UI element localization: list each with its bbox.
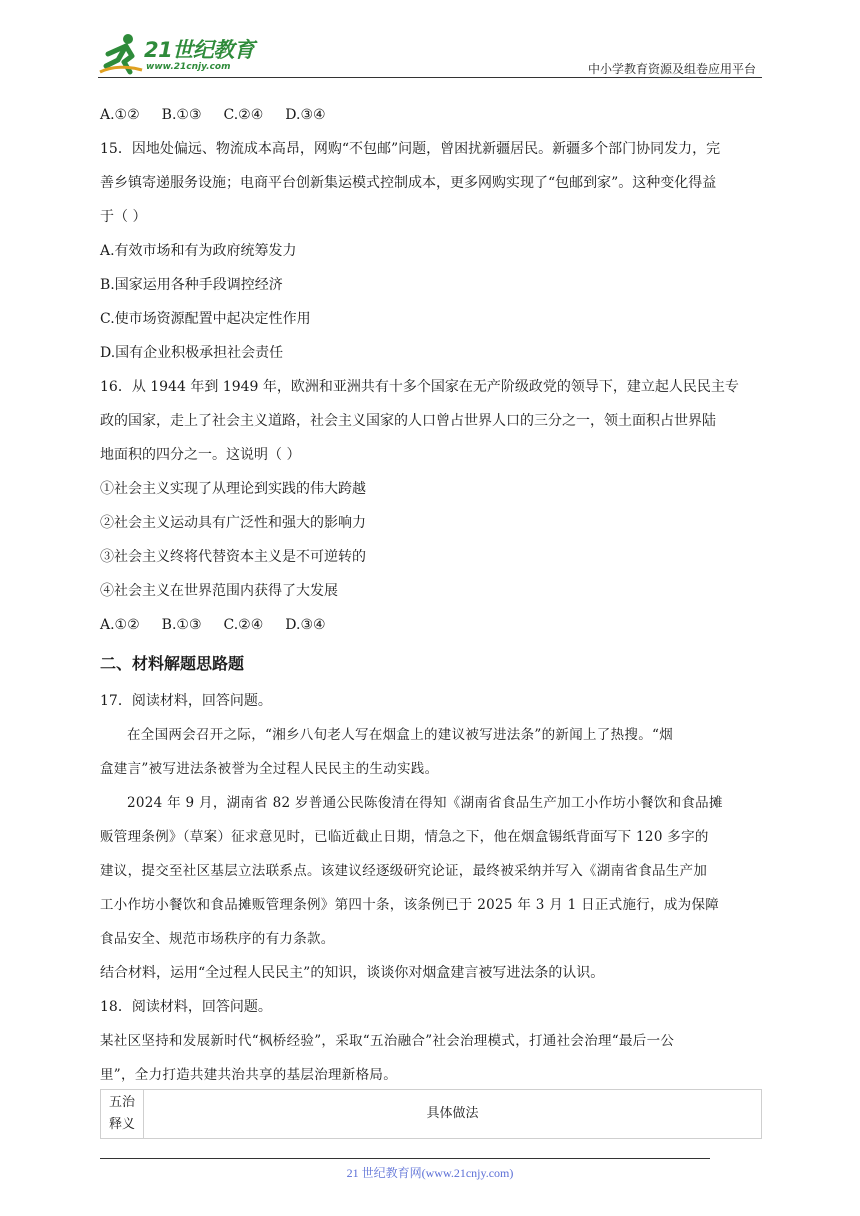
q18-stem: 18．阅读材料，回答问题。	[100, 999, 272, 1015]
header-divider	[98, 77, 762, 78]
page-footer: 21 世纪教育网(www.21cnjy.com)	[346, 1166, 514, 1180]
q17-material-line: 在全国两会召开之际，“湘乡八旬老人写在烟盒上的建议被写进法条”的新闻上了热搜。“烟	[127, 727, 674, 743]
q16-stem-line: 16．从 1944 年到 1949 年，欧洲和亚洲共有十多个国家在无产阶级政党的领导下，建立起人民民主专	[100, 379, 739, 395]
q14-option-c: C.②④	[223, 107, 264, 123]
q15-stem-line: 于（ ）	[100, 209, 147, 225]
runner-logo-icon	[98, 32, 144, 76]
footer-divider	[100, 1158, 710, 1159]
question-17	[100, 684, 764, 990]
question-16	[100, 370, 764, 642]
q17-stem: 17．阅读材料，回答问题。	[100, 693, 272, 709]
q15-option-d: D.国有企业积极承担社会责任	[100, 345, 284, 361]
q15-stem-line: 善乡镇寄递服务设施；电商平台创新集运模式控制成本，更多网购实现了“包邮到家”。这种变化得益	[100, 175, 717, 191]
section-2-title: 二、材料解题思路题	[100, 654, 245, 673]
q15-option-a: A.有效市场和有为政府统筹发力	[100, 243, 297, 259]
q17-material-line: 工小作坊小餐饮和食品摊贩管理条例》第四十条，该条例已于 2025 年 3 月 1 日正式施行，成为保障	[100, 897, 720, 913]
table-row	[101, 1090, 762, 1139]
q16-statement-2: ②社会主义运动具有广泛性和强大的影响力	[100, 515, 366, 531]
document-body	[100, 98, 764, 1092]
q17-material-line: 2024 年 9 月，湖南省 82 岁普通公民陈俊清在得知《湖南省食品生产加工小作坊小餐饮和食品摊	[127, 795, 723, 811]
question-18	[100, 990, 764, 1092]
q14-option-a: A.①②	[100, 107, 140, 123]
q16-option-b: B.①③	[161, 617, 202, 633]
q17-material-line: 贩管理条例》（草案）征求意见时，已临近截止日期，情急之下，他在烟盒锡纸背面写下 120 多字的	[100, 829, 709, 845]
page-header	[98, 30, 762, 80]
header-platform-name: 中小学教育资源及组卷应用平台	[587, 62, 756, 76]
q18-material-line: 里”，全力打造共建共治共享的基层治理新格局。	[100, 1067, 398, 1083]
q16-statement-4: ④社会主义在世界范围内获得了大发展	[100, 583, 338, 599]
q14-option-d: D.③④	[285, 107, 326, 123]
site-logo	[98, 32, 268, 76]
logo-url: www.21cnjy.com	[146, 62, 231, 72]
q18-material-line: 某社区坚持和发展新时代“枫桥经验”，采取“五治融合”社会治理模式，打通社会治理“最后一公	[100, 1033, 675, 1049]
q17-question: 结合材料，运用“全过程人民民主”的知识，谈谈你对烟盒建言被写进法条的认识。	[100, 965, 605, 981]
q16-stem-line: 政的国家，走上了社会主义道路，社会主义国家的人口曾占世界人口的三分之一，领土面积占世界陆	[100, 413, 716, 429]
q15-option-b: B.国家运用各种手段调控经济	[100, 277, 283, 293]
q15-option-c: C.使市场资源配置中起决定性作用	[100, 311, 311, 327]
q17-material-line: 建议，提交至社区基层立法联系点。该建议经逐级研究论证，最终被采纳并写入《湖南省食品生产加	[100, 863, 708, 879]
q16-option-d: D.③④	[285, 617, 326, 633]
q16-statement-3: ③社会主义终将代替资本主义是不可逆转的	[100, 549, 366, 565]
q16-statement-1: ①社会主义实现了从理论到实践的伟大跨越	[100, 481, 366, 497]
q16-options	[100, 608, 764, 642]
q18-table	[100, 1089, 762, 1139]
q15-stem-line: 15．因地处偏远、物流成本高昂，网购“不包邮”问题，曾困扰新疆居民。新疆多个部门协同发力，完	[100, 141, 721, 157]
q14-options	[100, 98, 764, 132]
q17-material-line: 食品安全、规范市场秩序的有力条款。	[100, 931, 335, 947]
q14-option-b: B.①③	[161, 107, 202, 123]
q16-option-c: C.②④	[223, 617, 264, 633]
q16-option-a: A.①②	[100, 617, 140, 633]
table-header-cell: 五治释义	[101, 1090, 144, 1139]
question-15	[100, 132, 764, 370]
table-header-cell: 具体做法	[144, 1090, 762, 1139]
q17-material-line: 盒建言”被写进法条被誉为全过程人民民主的生动实践。	[100, 761, 439, 777]
q16-stem-line: 地面积的四分之一。这说明（ ）	[100, 447, 301, 463]
logo-text: 21世纪教育	[144, 38, 255, 62]
